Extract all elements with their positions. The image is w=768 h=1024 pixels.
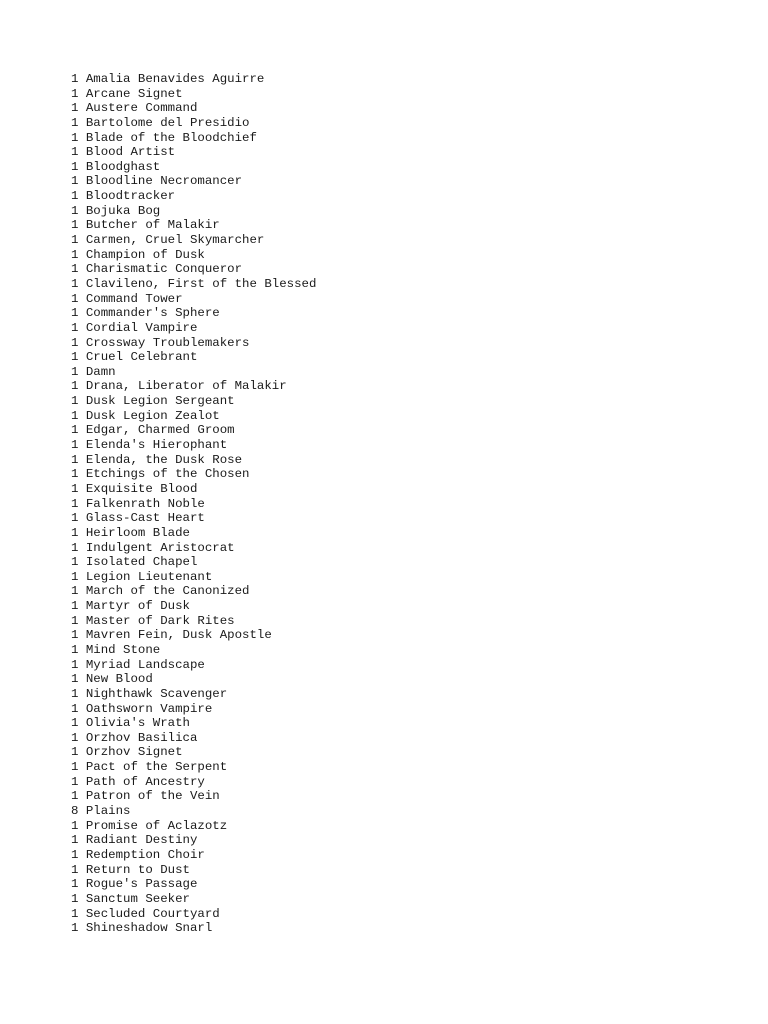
list-item	[71, 87, 316, 102]
list-item	[71, 467, 316, 482]
separator-space	[78, 745, 85, 759]
card-name: Damn	[85, 364, 116, 379]
list-item	[71, 804, 316, 819]
separator-space	[78, 292, 85, 306]
card-name: Edgar, Charmed Groom	[85, 423, 235, 438]
separator-space	[78, 145, 85, 159]
list-item	[71, 116, 316, 131]
card-quantity: 1	[71, 408, 79, 423]
separator-space	[78, 833, 85, 847]
card-name: Indulgent Aristocrat	[85, 540, 235, 555]
separator-space	[78, 87, 85, 101]
card-name: Clavileno, First of the Blessed	[85, 276, 317, 291]
card-quantity: 1	[71, 511, 79, 526]
separator-space	[78, 672, 85, 686]
list-item	[71, 394, 316, 409]
list-item	[71, 101, 316, 116]
separator-space	[78, 628, 85, 642]
card-name: Dusk Legion Sergeant	[85, 394, 235, 409]
list-item	[71, 248, 316, 263]
card-quantity: 1	[71, 569, 79, 584]
separator-space	[78, 584, 85, 598]
separator-space	[78, 907, 85, 921]
card-name: Blade of the Bloodchief	[85, 130, 257, 145]
card-name: Carmen, Cruel Skymarcher	[85, 233, 265, 248]
separator-space	[78, 116, 85, 130]
card-name: Arcane Signet	[85, 86, 183, 101]
separator-space	[78, 131, 85, 145]
list-item	[71, 760, 316, 775]
card-name: Martyr of Dusk	[85, 599, 190, 614]
card-quantity: 1	[71, 262, 79, 277]
list-item	[71, 672, 316, 687]
card-quantity: 1	[71, 218, 79, 233]
separator-space	[78, 438, 85, 452]
list-item	[71, 262, 316, 277]
card-quantity: 1	[71, 115, 79, 130]
card-name: Bloodghast	[85, 159, 161, 174]
card-name: Shineshadow Snarl	[85, 921, 213, 936]
separator-space	[78, 365, 85, 379]
card-name: Orzhov Signet	[85, 745, 183, 760]
card-quantity: 1	[71, 189, 79, 204]
separator-space	[78, 409, 85, 423]
separator-space	[78, 687, 85, 701]
card-name: Falkenrath Noble	[85, 496, 205, 511]
card-name: Blood Artist	[85, 145, 176, 160]
list-item	[71, 863, 316, 878]
separator-space	[78, 702, 85, 716]
separator-space	[78, 555, 85, 569]
list-item	[71, 877, 316, 892]
separator-space	[78, 570, 85, 584]
card-name: Charismatic Conqueror	[85, 262, 243, 277]
card-name: Commander's Sphere	[85, 306, 220, 321]
card-quantity: 1	[71, 833, 79, 848]
list-item	[71, 174, 316, 189]
card-name: Cordial Vampire	[85, 320, 198, 335]
list-item	[71, 336, 316, 351]
list-item	[71, 379, 316, 394]
list-item	[71, 848, 316, 863]
card-quantity: 1	[71, 101, 79, 116]
card-quantity: 1	[71, 891, 79, 906]
list-item	[71, 745, 316, 760]
card-name: Bojuka Bog	[85, 203, 161, 218]
list-item	[71, 628, 316, 643]
list-item	[71, 541, 316, 556]
card-quantity: 1	[71, 818, 79, 833]
separator-space	[78, 819, 85, 833]
separator-space	[78, 526, 85, 540]
list-item	[71, 350, 316, 365]
card-quantity: 1	[71, 774, 79, 789]
card-quantity: 1	[71, 745, 79, 760]
card-quantity: 1	[71, 921, 79, 936]
card-quantity: 1	[71, 672, 79, 687]
separator-space	[78, 72, 85, 86]
separator-space	[78, 467, 85, 481]
card-quantity: 1	[71, 525, 79, 540]
card-name: Butcher of Malakir	[85, 218, 220, 233]
card-name: Drana, Liberator of Malakir	[85, 379, 287, 394]
separator-space	[78, 848, 85, 862]
card-quantity: 1	[71, 730, 79, 745]
separator-space	[78, 599, 85, 613]
list-item	[71, 892, 316, 907]
card-quantity: 1	[71, 306, 79, 321]
card-name: Plains	[85, 804, 131, 819]
card-name: Master of Dark Rites	[85, 613, 235, 628]
list-item	[71, 555, 316, 570]
list-item	[71, 438, 316, 453]
separator-space	[78, 511, 85, 525]
card-name: Secluded Courtyard	[85, 906, 220, 921]
separator-space	[78, 233, 85, 247]
separator-space	[78, 541, 85, 555]
card-name: Nighthawk Scavenger	[85, 686, 228, 701]
card-quantity: 1	[71, 789, 79, 804]
separator-space	[78, 877, 85, 891]
card-quantity: 1	[71, 452, 79, 467]
list-item	[71, 409, 316, 424]
card-name: Patron of the Vein	[85, 789, 220, 804]
list-item	[71, 204, 316, 219]
separator-space	[78, 731, 85, 745]
card-name: Glass-Cast Heart	[85, 511, 205, 526]
list-item	[71, 482, 316, 497]
list-item	[71, 833, 316, 848]
separator-space	[78, 497, 85, 511]
separator-space	[78, 321, 85, 335]
card-quantity: 8	[71, 804, 79, 819]
card-name: Austere Command	[85, 101, 198, 116]
list-item	[71, 233, 316, 248]
card-quantity: 1	[71, 86, 79, 101]
separator-space	[78, 101, 85, 115]
list-item	[71, 277, 316, 292]
list-item	[71, 160, 316, 175]
list-item	[71, 526, 316, 541]
card-quantity: 1	[71, 628, 79, 643]
card-quantity: 1	[71, 291, 79, 306]
list-item	[71, 321, 316, 336]
separator-space	[78, 789, 85, 803]
card-quantity: 1	[71, 642, 79, 657]
card-name: Rogue's Passage	[85, 877, 198, 892]
card-quantity: 1	[71, 174, 79, 189]
card-name: Redemption Choir	[85, 847, 205, 862]
card-quantity: 1	[71, 379, 79, 394]
card-name: Mind Stone	[85, 642, 161, 657]
card-name: Cruel Celebrant	[85, 350, 198, 365]
card-quantity: 1	[71, 496, 79, 511]
card-name: Exquisite Blood	[85, 481, 198, 496]
card-name: Bloodtracker	[85, 189, 176, 204]
list-item	[71, 819, 316, 834]
separator-space	[78, 248, 85, 262]
card-name: Sanctum Seeker	[85, 891, 190, 906]
separator-space	[78, 716, 85, 730]
list-item	[71, 907, 316, 922]
list-item	[71, 570, 316, 585]
separator-space	[78, 423, 85, 437]
card-name: Champion of Dusk	[85, 247, 205, 262]
separator-space	[78, 394, 85, 408]
card-quantity: 1	[71, 438, 79, 453]
separator-space	[78, 350, 85, 364]
card-quantity: 1	[71, 862, 79, 877]
card-name: Myriad Landscape	[85, 657, 205, 672]
card-name: Etchings of the Chosen	[85, 467, 250, 482]
card-quantity: 1	[71, 203, 79, 218]
card-quantity: 1	[71, 877, 79, 892]
card-name: Olivia's Wrath	[85, 716, 190, 731]
list-item	[71, 658, 316, 673]
card-quantity: 1	[71, 72, 79, 86]
list-item	[71, 145, 316, 160]
list-item	[71, 921, 316, 936]
list-item	[71, 453, 316, 468]
card-quantity: 1	[71, 584, 79, 599]
card-name: Elenda, the Dusk Rose	[85, 452, 243, 467]
card-quantity: 1	[71, 555, 79, 570]
card-name: Oathsworn Vampire	[85, 701, 213, 716]
card-name: Pact of the Serpent	[85, 760, 228, 775]
separator-space	[78, 453, 85, 467]
list-item	[71, 599, 316, 614]
separator-space	[78, 277, 85, 291]
list-item	[71, 131, 316, 146]
card-quantity: 1	[71, 906, 79, 921]
card-quantity: 1	[71, 335, 79, 350]
card-name: Promise of Aclazotz	[85, 818, 228, 833]
card-quantity: 1	[71, 130, 79, 145]
list-item	[71, 775, 316, 790]
card-quantity: 1	[71, 481, 79, 496]
list-item	[71, 218, 316, 233]
card-name: Path of Ancestry	[85, 774, 205, 789]
separator-space	[78, 643, 85, 657]
list-item	[71, 789, 316, 804]
card-quantity: 1	[71, 467, 79, 482]
card-quantity: 1	[71, 701, 79, 716]
list-item	[71, 365, 316, 380]
card-name: Crossway Troublemakers	[85, 335, 250, 350]
separator-space	[78, 160, 85, 174]
card-quantity: 1	[71, 276, 79, 291]
separator-space	[78, 218, 85, 232]
separator-space	[78, 306, 85, 320]
card-name: Amalia Benavides Aguirre	[85, 72, 265, 86]
list-item	[71, 292, 316, 307]
separator-space	[78, 863, 85, 877]
separator-space	[78, 760, 85, 774]
card-name: Command Tower	[85, 291, 183, 306]
list-item	[71, 731, 316, 746]
card-name: Isolated Chapel	[85, 555, 198, 570]
card-name: March of the Canonized	[85, 584, 250, 599]
card-name: Dusk Legion Zealot	[85, 408, 220, 423]
card-name: Orzhov Basilica	[85, 730, 198, 745]
card-name: New Blood	[85, 672, 153, 687]
separator-space	[78, 614, 85, 628]
separator-space	[78, 482, 85, 496]
card-quantity: 1	[71, 394, 79, 409]
card-quantity: 1	[71, 657, 79, 672]
separator-space	[78, 189, 85, 203]
card-name: Mavren Fein, Dusk Apostle	[85, 628, 272, 643]
card-name: Return to Dust	[85, 862, 190, 877]
card-quantity: 1	[71, 145, 79, 160]
decklist	[71, 72, 316, 936]
separator-space	[78, 379, 85, 393]
list-item	[71, 702, 316, 717]
card-quantity: 1	[71, 247, 79, 262]
separator-space	[78, 804, 85, 818]
list-item	[71, 643, 316, 658]
separator-space	[78, 336, 85, 350]
card-quantity: 1	[71, 599, 79, 614]
card-name: Bartolome del Presidio	[85, 115, 250, 130]
card-quantity: 1	[71, 686, 79, 701]
card-quantity: 1	[71, 423, 79, 438]
card-quantity: 1	[71, 613, 79, 628]
card-quantity: 1	[71, 760, 79, 775]
list-item	[71, 614, 316, 629]
card-quantity: 1	[71, 350, 79, 365]
card-quantity: 1	[71, 716, 79, 731]
list-item	[71, 423, 316, 438]
list-item	[71, 687, 316, 702]
list-item	[71, 497, 316, 512]
card-quantity: 1	[71, 233, 79, 248]
card-name: Heirloom Blade	[85, 525, 190, 540]
separator-space	[78, 921, 85, 935]
card-name: Bloodline Necromancer	[85, 174, 243, 189]
list-item	[71, 72, 316, 87]
card-name: Legion Lieutenant	[85, 569, 213, 584]
separator-space	[78, 174, 85, 188]
card-quantity: 1	[71, 364, 79, 379]
card-quantity: 1	[71, 847, 79, 862]
separator-space	[78, 204, 85, 218]
separator-space	[78, 262, 85, 276]
card-quantity: 1	[71, 540, 79, 555]
list-item	[71, 306, 316, 321]
card-name: Radiant Destiny	[85, 833, 198, 848]
card-quantity: 1	[71, 320, 79, 335]
list-item	[71, 511, 316, 526]
separator-space	[78, 658, 85, 672]
separator-space	[78, 775, 85, 789]
separator-space	[78, 892, 85, 906]
list-item	[71, 189, 316, 204]
list-item	[71, 584, 316, 599]
card-name: Elenda's Hierophant	[85, 438, 228, 453]
card-quantity: 1	[71, 159, 79, 174]
list-item	[71, 716, 316, 731]
